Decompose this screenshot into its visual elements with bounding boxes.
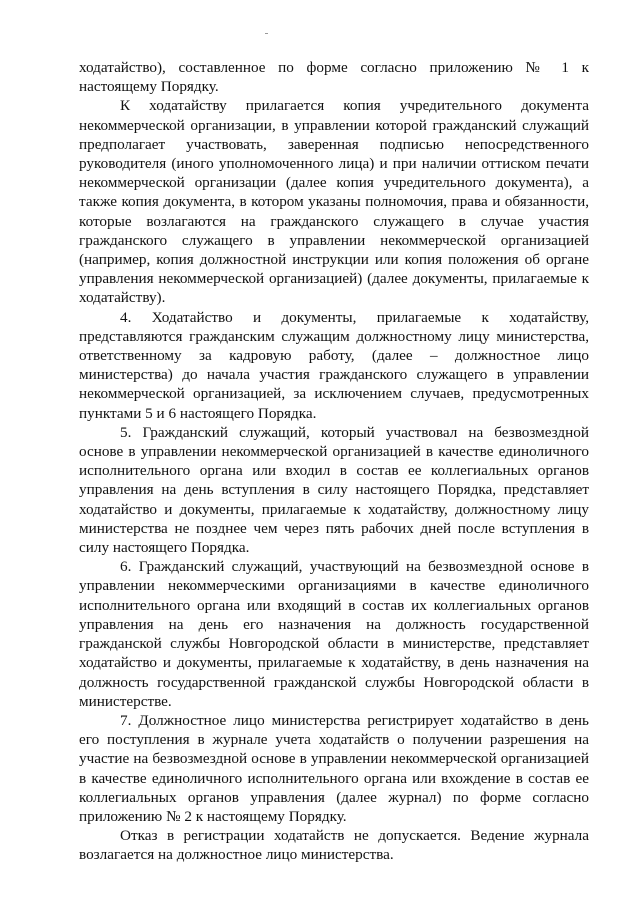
paragraph-refusal: Отказ в регистрации ходатайств не допускается. Ведение журнала возлагается на должностное лицо министерства.: [79, 827, 589, 864]
paragraph-item-4: 4. Ходатайство и документы, прилагаемые к ходатайству, представляются гражданским служащим должностному лицу министерства, ответственному за кадровую работу, (далее – должностное лицо министерства) до начала участия гражданского служащего в управлении некоммерческой организацией, за исключением случаев, предусмотренных пунктами 5 и 6 настоящего Порядка.: [79, 308, 589, 422]
paragraph-attachments: К ходатайству прилагается копия учредительного документа некоммерческой организации, в управлении которой гражданский служащий предполагает участвовать, заверенная подписью непосредственного руководителя (иного уполномоченного лица) и при наличии оттиском печати некоммерческой организации (далее копия учредительного документа), а также копия документа, в котором указаны полномочия, права и обязанности, которые возлагаются на гражданского служащего в случае участия гражданского служащего в управлении некоммерческой организацией (например, копия должностной инструкции или копия положения об органе управления некоммерческой организацией) (далее документы, прилагаемые к ходатайству).: [79, 97, 589, 307]
paragraph-continuation: ходатайство), составленное по форме согласно приложению № 1 к настоящему Порядку.: [79, 59, 589, 96]
paragraph-item-5: 5. Гражданский служащий, который участвовал на безвозмездной основе в управлении некоммерческой организацией в качестве единоличного исполнительного органа или входил в состав ее коллегиальных органов управления на день вступления в силу настоящего Порядка, представляет ходатайство и документы, прилагаемые к ходатайству, должностному лицу министерства не позднее чем через пять рабочих дней после вступления в силу настоящего Порядка.: [79, 423, 589, 557]
paragraph-item-6: 6. Гражданский служащий, участвующий на безвозмездной основе в управлении некоммерческими организациями в качестве единоличного исполнительного органа или входящий в состав их коллегиальных органов управления на день его назначения на должность государственной гражданской службы Новгородской области в министерстве, представляет ходатайство и документы, прилагаемые к ходатайству, в день назначения на должность государственной гражданской службы Новгородской области в министерстве.: [79, 558, 589, 710]
paragraph-item-7: 7. Должностное лицо министерства регистрирует ходатайство в день его поступления в журнале учета ходатайств о получении разрешения на участие на безвозмездной основе в управлении некоммерческой организацией в качестве единоличного исполнительного органа или вхождение в состав ее коллегиальных органов управления (далее журнал) по форме согласно приложению № 2 к настоящему Порядку.: [79, 711, 589, 825]
scan-mark: [265, 33, 268, 34]
